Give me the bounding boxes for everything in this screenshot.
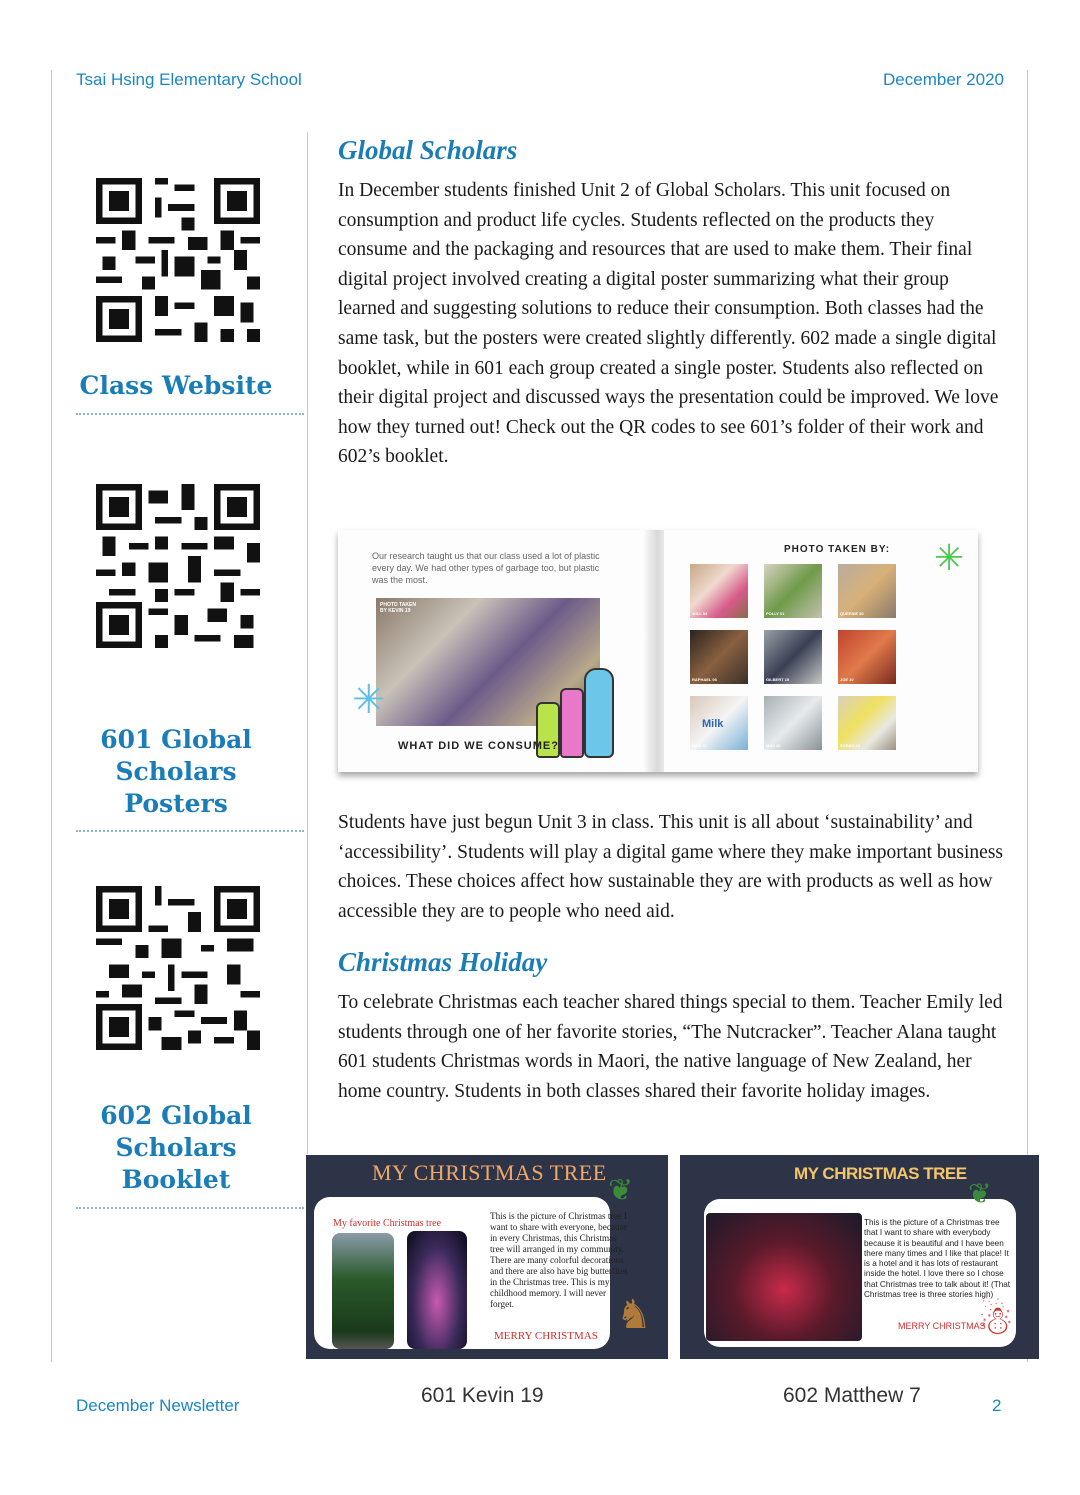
- thumb-label: GILBERT 15: [766, 677, 790, 682]
- thumb-photo: [690, 564, 748, 618]
- thumb-label: SORAH 24: [840, 743, 861, 748]
- slide2-text: This is the picture of a Christmas tree that I want to share with everybody because it is beautiful and I have been there many times and I like that place! It is a hotel and it has lots of restaurant inside the hotel. I love there so I chose that Christmas tree to talk about it! (That Christmas tree is three stories high): [864, 1218, 1011, 1300]
- global-scholars-section: [338, 134, 1008, 472]
- global-scholars-paragraph: In December students finished Unit 2 of Global Scholars. This unit focused on consumption and product life cycles. Students reflected on the products they consume and the packaging and resources that are used to make them. Their final digital project involved creating a digital poster summarizing what their group learned and suggesting solutions to reduce their consumption. Both classes had the same task, but the posters were created slightly differently. 602 made a single digital booklet, while in 601 each group created a single poster. Students also reflected on their digital project and discussed ways the presentation could be improved. We love how they turned out! Check out the QR codes to see 601’s folder of their work and 602’s booklet.: [338, 180, 999, 468]
- thumb-photo: [690, 630, 748, 684]
- bottle-icon: [560, 688, 584, 758]
- christmas-paragraph: To celebrate Christmas each teacher shared things special to them. Teacher Emily led students through one of her favorite stories, “The Nutcracker”. Teacher Alana taught 601 students Christmas words in Maori, the native language of New Zealand, her home country. Students in both classes shared their favorite holiday images.: [338, 992, 1003, 1102]
- page-number: 2: [992, 1396, 1002, 1415]
- booklet-right-page: [664, 530, 978, 772]
- unit3-section: [338, 808, 1008, 926]
- column-divider: [307, 132, 308, 1154]
- sidebar-divider: [76, 413, 304, 415]
- footer-newsletter: December Newsletter: [76, 1396, 240, 1415]
- 601-posters-qr-icon[interactable]: [96, 484, 260, 648]
- thumb-photo: [690, 696, 748, 750]
- thumb-label: RAPHAEL 06: [692, 677, 717, 682]
- page-left-rule: [51, 70, 52, 1362]
- thumb-photo: [764, 564, 822, 618]
- unit3-paragraph: Students have just begun Unit 3 in class. This unit is all about ‘sustainability’ and ‘accessibility’. Students will play a digital game where they make important business choices. These choices affect how sustainable they are with products as well as how accessible they are to people who need aid.: [338, 812, 1004, 922]
- thumb-photo: [838, 696, 896, 750]
- photo-taken-by-title: PHOTO TAKEN BY:: [784, 544, 891, 555]
- booklet-left-page: [338, 530, 650, 772]
- booklet-research-text: Our research taught us that our class used a lot of plastic every day. We had other types of garbage too, but plastic was the most.: [372, 551, 600, 585]
- slide1-text: This is the picture of Christmas tree I want to share with everyone, because in every Christmas, this Christmas tree will arranged in my community. There are many colorful decorations and there are also have big butterflies in the Christmas tree. This is my childhood memory. I will never forget.: [490, 1211, 628, 1309]
- santa-icon: ☃: [978, 1299, 1014, 1343]
- thumb-label: WILL 04: [692, 611, 708, 616]
- global-scholars-heading: Global Scholars: [338, 135, 518, 165]
- thumb-label: QUEENIE 30: [840, 611, 864, 616]
- thumb-label: MAX 22: [766, 743, 781, 748]
- tree-photo: [407, 1231, 467, 1349]
- thumb-photo: [764, 696, 822, 750]
- holly-icon: ❦: [968, 1178, 992, 1209]
- christmas-section: [338, 946, 1008, 1106]
- milk-label: Milk: [702, 718, 724, 730]
- fav-tree-label: My favorite Christmas tree: [333, 1218, 442, 1229]
- reindeer-icon: ♞: [616, 1293, 652, 1337]
- holly-icon: ❦: [608, 1174, 634, 1207]
- booklet-what-consume: WHAT DID WE CONSUME?: [398, 740, 559, 752]
- newsletter-date: December 2020: [883, 70, 1004, 89]
- thumb-photo: [764, 630, 822, 684]
- booklet-image: [338, 530, 978, 772]
- school-name: Tsai Hsing Elementary School: [76, 70, 302, 89]
- tree-photo: [332, 1233, 394, 1349]
- thumb-photo: [838, 630, 896, 684]
- slide-title: MY CHRISTMAS TREE: [794, 1164, 967, 1183]
- thumb-label: POLLY 01: [766, 611, 785, 616]
- christmas-slide-601: [306, 1155, 668, 1359]
- christmas-heading: Christmas Holiday: [338, 947, 548, 977]
- sidebar-divider: [76, 1207, 304, 1209]
- sparkle-icon: ✳: [934, 537, 965, 578]
- tree-photo: [706, 1213, 862, 1341]
- 602-booklet-qr-icon[interactable]: [96, 886, 260, 1050]
- slide-title: MY CHRISTMAS TREE: [372, 1160, 607, 1185]
- class-website-link[interactable]: Class Website: [79, 371, 273, 400]
- thumb-label: JOE 10: [840, 677, 854, 682]
- photo-caption: PHOTO TAKEN BY KEVIN 19: [380, 602, 416, 614]
- thumb-photo: [838, 564, 896, 618]
- christmas-slide-602: [680, 1155, 1039, 1359]
- slide2-caption: 602 Matthew 7: [783, 1384, 921, 1407]
- 602-booklet-link[interactable]: 602 Global Scholars Booklet: [100, 1101, 252, 1194]
- thumb-label: IVAN 07: [692, 743, 707, 748]
- slide1-caption: 601 Kevin 19: [421, 1384, 544, 1407]
- bottle-icon: [584, 668, 614, 758]
- sparkle-icon: ✳: [352, 678, 386, 722]
- merry-christmas: MERRY CHRISTMAS: [898, 1321, 986, 1331]
- merry-christmas: MERRY CHRISTMAS: [494, 1330, 598, 1342]
- sidebar-divider: [76, 830, 304, 832]
- class-website-qr-icon[interactable]: [96, 178, 260, 342]
- 601-posters-link[interactable]: 601 Global Scholars Posters: [100, 725, 252, 818]
